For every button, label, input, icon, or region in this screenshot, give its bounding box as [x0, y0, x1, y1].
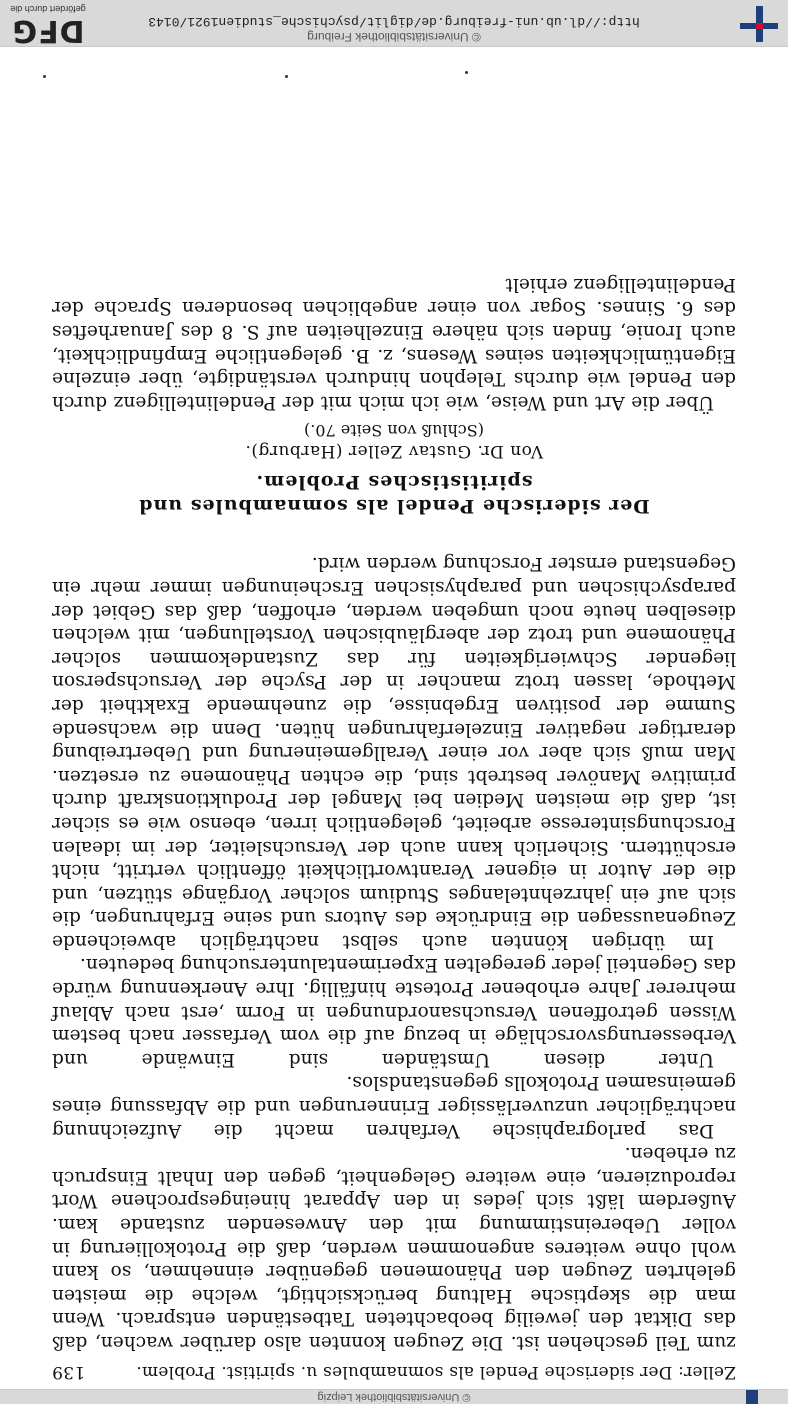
article-title: Der siderische Pendel als somnambules und spiritistisches Problem. — [138, 470, 650, 517]
scan-speck — [465, 71, 468, 74]
paragraph: Unter diesen Umständen sind Einwände und Verbesserungsvorschläge in bezug auf die vom Verfasser nach bestem Wissen getroffenen Versuchsanordnungen in Form ,erst nach Ablauf mehrerer Jahre erhobener Proteste hinfällig. Ihre Anerkennung würde das Gegenteil jeder geregelten Experimentaluntersuchung bedeuten. — [52, 954, 736, 1070]
viewer-top-bar — [0, 1389, 788, 1404]
library-copyright-label: © Universitätsbibliothek Freiburg — [307, 30, 481, 44]
scan-speck — [43, 75, 46, 78]
continuation-note: (Schluß von Seite 70.) — [304, 420, 484, 440]
dfg-logo-text: DFG — [11, 13, 85, 48]
running-head-title: Zeller: Der siderische Pendel als somnambules u. spiritist. Problem. — [136, 1362, 736, 1382]
article-author: Von Dr. Gustav Zeller (Harburg). — [244, 440, 544, 461]
dfg-logo-fragment — [0, 1390, 80, 1404]
permalink-url[interactable]: http://dl.ub.uni-freiburg.de/diglit/psychische_studien1921/0143 — [148, 14, 640, 29]
paragraph: Im übrigen könnten auch selbst nachträglich abweichende Zeugenaussagen die Eindrücke des Autors und seine Erfahrungen, die sich auf ein jahrzehntelanges Studium solcher Vorgänge stützen, und die der Autor in eigener Verantwortlichkeit öffentlich vertritt, nicht erschüttern. Sicherlich kann auch der Versuchsleiter, der im idealen Forschungsinteresse arbeitet, gelegentlich irren, ebenso wie es sicher ist, daß die meisten Medien bei Mangel der Produktionskraft durch primitive Manöver bestrebt sind, die echten Phänomene zu ersetzen. Man muß sich aber vor einer Verallgemeinerung und Uebertreibung derartiger negativer Einzelerfahrungen hüten. Denn die wachsende Summe der positiven Ergebnisse, die zunehmende Exaktheit der Methode, lassen trotz mancher in der Psyche der Versuchsperson liegender Schwierigkeiten für das Zustandekommen solcher Phänomene und trotz der abergläubischen Vorstellungen, mit welchen dieselben heute noch umgeben werden, erhoffen, daß das Gebiet der parapsychischen und paraphysischen Erscheinungen immer mehr ein Gegenstand ernster Forschung werden wird. — [52, 553, 736, 952]
paragraph: Über die Art und Weise, wie ich mich mit der Pendelintelligenz durch den Pendel wie durchs Telephon hindurch verständigte, über einzelne Eigentümlichkeiten seines Wesens, z. B. gelegentliche Empfindlichkeit, auch Ironie, finden sich nähere Einzelheiten auf S. 8 des Januarheftes des 6. Sinnes. Sogar von einer angeblichen besonderen Sprache der Pendelintelligenz erhielt — [52, 273, 736, 413]
page-number: 139 — [52, 1362, 86, 1382]
dfg-logo — [6, 0, 90, 46]
viewer-bottom-bar — [0, 0, 788, 47]
paragraph: zum Teil geschehen ist. Die Zeugen konnten also darüber wachen, daß das Diktat den jeweilig beobachteten Tatbeständen entsprach. Wenn man die skeptische Haltung berücksichtigt, welche die meisten gelehrten Zeugen den Phänomenen gegenüber einnehmen, so kann wohl ohne weiteres angenommen werden, daß die Protokollierung in voller Uebereinstimmung mit den Anwesenden zustande kam. Außerdem läßt sich jedes in den Apparat hineingesprochene Wort reproduzieren, eine weitere Gelegenheit, gegen den Inhalt Einspruch zu erheben. — [52, 1143, 736, 1353]
page-content — [52, 272, 736, 1382]
running-head — [52, 1362, 736, 1382]
article-body — [52, 272, 736, 414]
paragraph: Das parlographische Verfahren macht die Aufzeichnung nachträglicher unzuverlässiger Erinnerungen und die Abfassung eines gemeinsamen Protokolls gegenstandslos. — [52, 1072, 736, 1141]
library-copyright-label: © Universitätsbibliothek Leipzig — [317, 1391, 471, 1403]
continued-text — [52, 552, 736, 1354]
dfg-logo-subtitle: gefördert durch die — [10, 4, 86, 14]
scan-speck — [285, 75, 288, 78]
